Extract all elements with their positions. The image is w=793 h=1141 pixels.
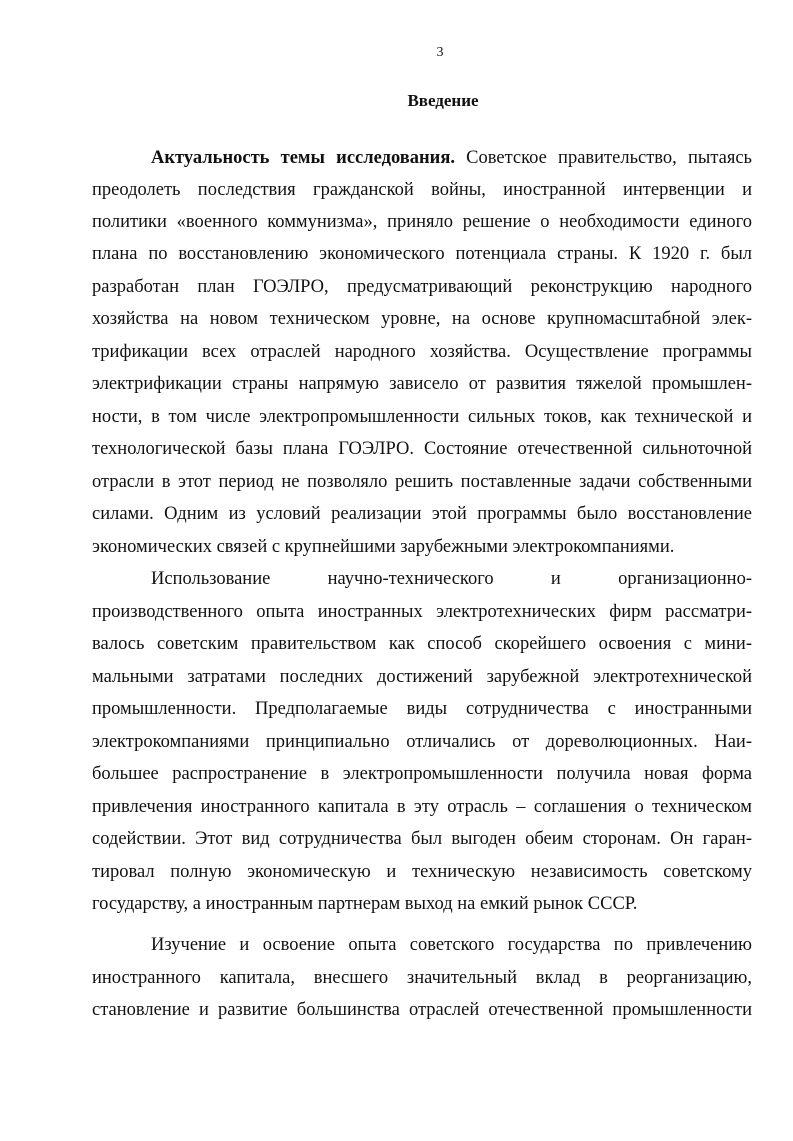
paragraph-line: преодолеть последствия гражданской войны, иностранной интервенции и [92,180,752,200]
paragraph-line: хозяйства на новом техническом уровне, на основе крупномасштабной элек- [92,309,752,329]
paragraph-line: разработан план ГОЭЛРО, предусматривающий реконструкцию народного [92,277,752,297]
paragraph-line: иностранного капитала, внесшего значительный вклад в реорганизацию, [92,968,752,988]
paragraph-line: ности, в том числе электропромышленности сильных токов, как технической и [92,407,752,427]
paragraph-line: государству, а иностранным партнерам выход на емкий рынок СССР. [92,894,638,914]
paragraph-line: электрификации страны напрямую зависело от развития тяжелой промышлен- [92,374,752,394]
page-number: 3 [436,45,444,60]
paragraph-line-text: Советское правительство, пытаясь [454,148,752,168]
paragraph-line: тировал полную экономическую и техническую независимость советскому [92,862,752,882]
paragraph-line: электрокомпаниями принципиально отличались от дореволюционных. Наи- [92,732,752,752]
paragraph-line: экономических связей с крупнейшими зарубежными электрокомпаниями. [92,537,675,557]
paragraph-line: содействии. Этот вид сотрудничества был выгоден обеим сторонам. Он гаран- [92,829,752,849]
section-heading: Введение [407,91,479,110]
paragraph-line: производственного опыта иностранных электротехнических фирм рассматри- [92,602,752,622]
paragraph-line: плана по восстановлению экономического потенциала страны. К 1920 г. был [92,244,752,264]
paragraph-line: Изучение и освоение опыта советского государства по привлечению [151,935,752,955]
paragraph-line: привлечения иностранного капитала в эту отрасль – соглашения о техническом [92,797,752,817]
paragraph-line: мальными затратами последних достижений зарубежной электротехнической [92,667,752,687]
paragraph-lead: Актуальность темы исследования. [151,148,455,168]
paragraph-line: политики «военного коммунизма», приняло решение о необходимости единого [92,212,752,232]
paragraph-line: Использование научно-технического и организационно- [151,569,752,589]
paragraph-line: трификации всех отраслей народного хозяйства. Осуществление программы [92,342,752,362]
paragraph-line [151,146,752,170]
paragraph-line: силами. Одним из условий реализации этой программы было восстановление [92,504,752,524]
paragraph-line: промышленности. Предполагаемые виды сотрудничества с иностранными [92,699,752,719]
paragraph-line: валось советским правительством как способ скорейшего освоения с мини- [92,634,752,654]
paragraph-line: технологической базы плана ГОЭЛРО. Состояние отечественной сильноточной [92,439,752,459]
paragraph-line: становление и развитие большинства отраслей отечественной промышленности [92,1000,752,1020]
paragraph-line: большее распространение в электропромышленности получила новая форма [92,764,752,784]
paragraph-line: отрасли в этот период не позволяло решить поставленные задачи собственными [92,472,752,492]
